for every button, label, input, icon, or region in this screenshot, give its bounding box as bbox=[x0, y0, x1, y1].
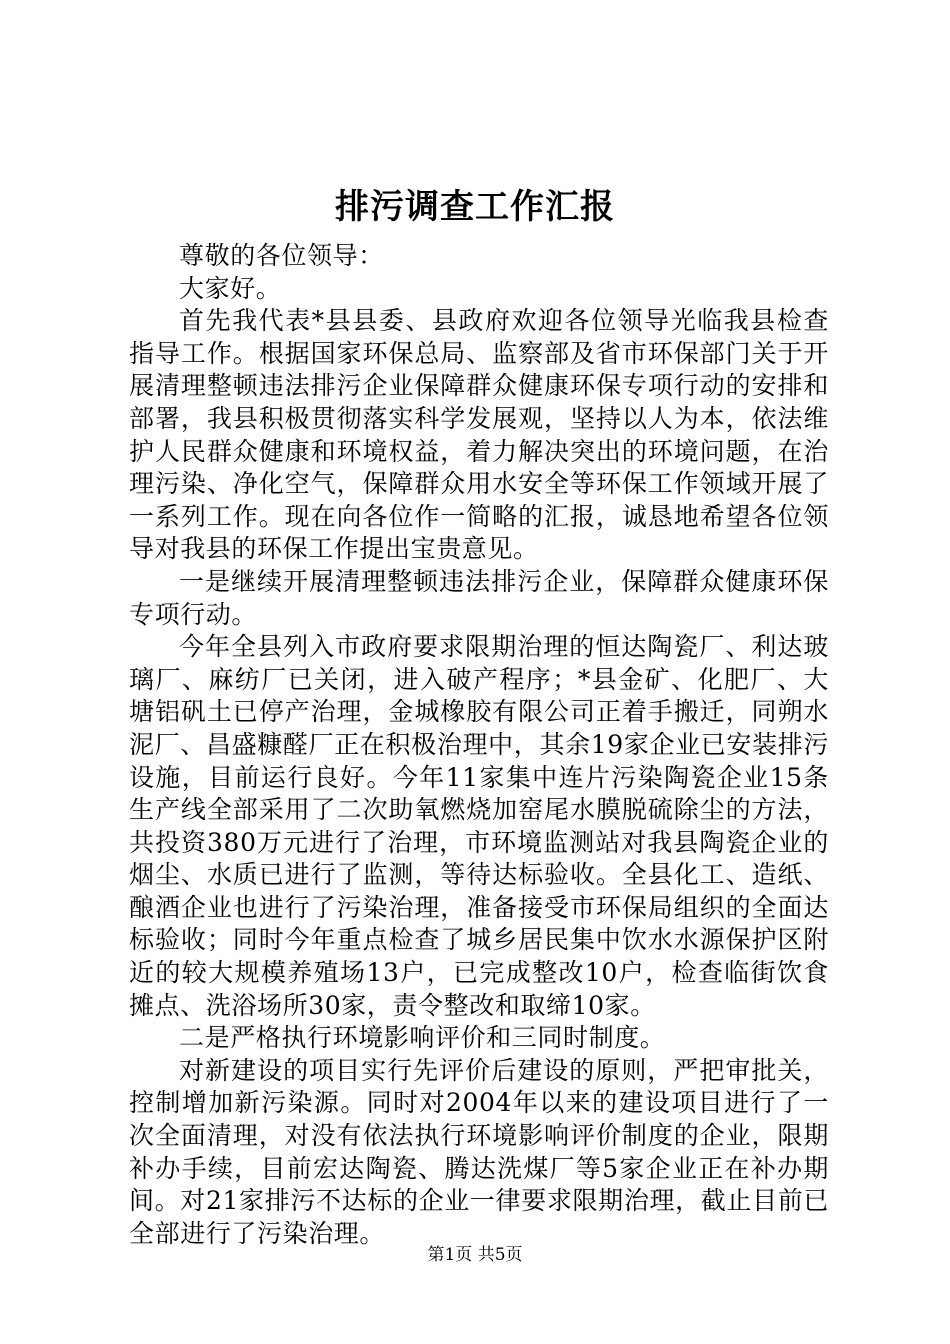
greeting: 大家好。 bbox=[179, 273, 282, 303]
section-1-paragraph: 今年全县列入市政府要求限期治理的恒达陶瓷厂、利达玻璃厂、麻纺厂已关闭，进入破产程序；*县金矿、化肥厂、大塘铝矾土已停产治理，金城橡胶有限公司正着手搬迁，同朔水泥厂、昌盛糠醛厂正在积极治理中，其余19家企业已安装排污设施，目前运行良好。今年11家集中连片污染陶瓷企业15条生产线全部采用了二次助氧燃烧加窑尾水膜脱硫除尘的方法，共投资380万元进行了治理，市环境监测站对我县陶瓷企业的烟尘、水质已进行了监测，等待达标验收。全县化工、造纸、酿酒企业也进行了污染治理，准备接受市环保局组织的全面达标验收；同时今年重点检查了城乡居民集中饮水水源保护区附近的较大规模养殖场13户，已完成整改10户，检查临街饮食摊点、洗浴场所30家，责令整改和取缔10家。 bbox=[129, 632, 829, 1020]
section-heading-1: 一是继续开展清理整顿违法排污企业，保障群众健康环保专项行动。 bbox=[129, 566, 829, 629]
document-body bbox=[129, 240, 829, 1250]
page-title: 排污调查工作汇报 bbox=[335, 187, 615, 227]
intro-paragraph: 首先我代表*县县委、县政府欢迎各位领导光临我县检查指导工作。根据国家环保总局、监察部及省市环保部门关于开展清理整顿违法排污企业保障群众健康环保专项行动的安排和部署，我县积极贯彻落实科学发展观，坚持以人为本，依法维护人民群众健康和环境权益，着力解决突出的环境问题，在治理污染、净化空气，保障群众用水安全等环保工作领域开展了一系列工作。现在向各位作一简略的汇报，诚恳地希望各位领导对我县的环保工作提出宝贵意见。 bbox=[129, 306, 829, 564]
salutation: 尊敬的各位领导： bbox=[179, 241, 384, 270]
section-2-paragraph: 对新建设的项目实行先评价后建设的原则，严把审批关，控制增加新污染源。同时对2004年以来的建设项目进行了一次全面清理，对没有依法执行环境影响评价制度的企业，限期补办手续，目前宏达陶瓷、腾达洗煤厂等5家企业正在补办期间。对21家排污不达标的企业一律要求限期治理，截止目前已全部进行了污染治理。 bbox=[129, 1055, 829, 1248]
section-heading-2: 二是严格执行环境影响评价和三同时制度。 bbox=[179, 1023, 666, 1053]
page-footer: 第1页 共5页 bbox=[427, 1245, 523, 1265]
